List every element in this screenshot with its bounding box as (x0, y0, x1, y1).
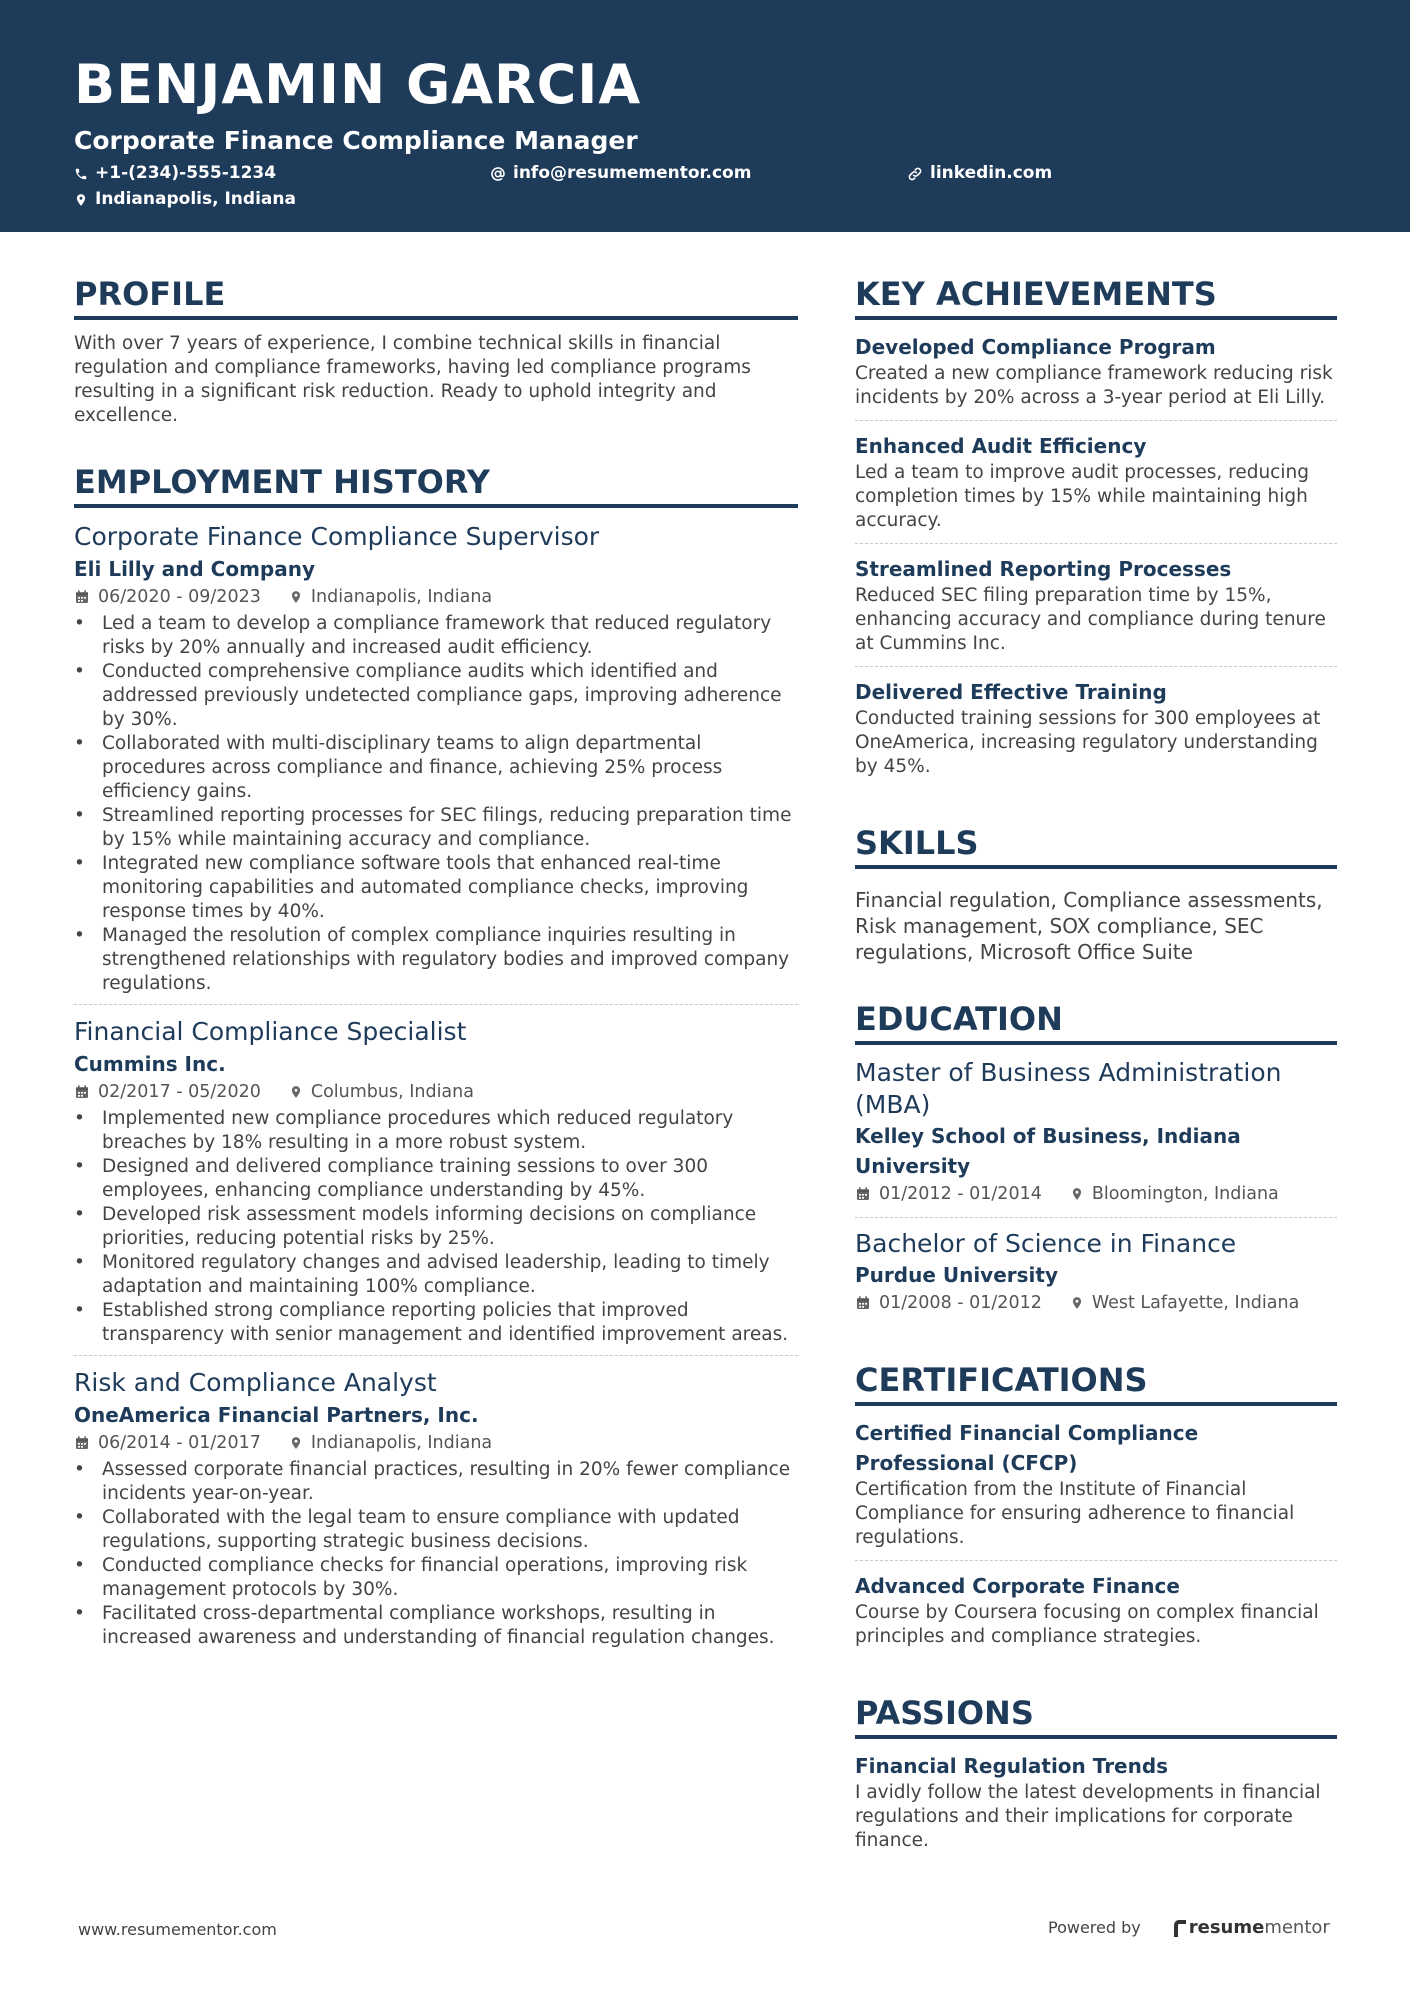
left-column (74, 275, 798, 1696)
job-dates: 06/2014 - 01/2017 (98, 1433, 261, 1453)
bullet-item: • Collaborated with the legal team to ensure compliance with updated regulations, supporting strategic business decisions. (74, 1506, 798, 1554)
certification-title: Advanced Corporate Finance (855, 1574, 1180, 1598)
footer-branding (1048, 1918, 1330, 1938)
brand-logo[interactable] (1171, 1918, 1330, 1938)
powered-by-label: Powered by (1048, 1918, 1141, 1937)
certification-item (855, 1571, 1337, 1659)
location-pin-icon (1070, 1186, 1084, 1202)
job-entry (74, 1015, 798, 1356)
skills-section (855, 824, 1337, 965)
company-name: Eli Lilly and Company (74, 557, 316, 581)
education-dates: 01/2008 - 01/2012 (879, 1293, 1042, 1313)
education-location: West Lafayette, Indiana (1091, 1293, 1300, 1313)
job-meta (74, 1079, 798, 1105)
bullet-item: • Implemented new compliance procedures which reduced regulatory breaches by 18% resulting in a more robust system. (74, 1107, 798, 1155)
section-title: KEY ACHIEVEMENTS (855, 278, 1337, 320)
bullet-item: • Established strong compliance reporting policies that improved transparency with senior management and identified improvement areas. (74, 1299, 798, 1347)
section-title: EDUCATION (855, 1003, 1337, 1045)
section-title: CERTIFICATIONS (855, 1364, 1337, 1406)
section-title: PROFILE (74, 278, 798, 320)
profile-text: With over 7 years of experience, I combine technical skills in financial regulation and compliance frameworks, having led compliance programs resulting in a significant risk reduction. Ready to uphold integrity and excellence. (74, 333, 751, 426)
job-location: Columbus, Indiana (310, 1082, 474, 1102)
bullet-item: • Collaborated with multi-disciplinary teams to align departmental procedures across compliance and finance, achieving 25% process efficiency gains. (74, 732, 798, 804)
school-name: Purdue University (855, 1263, 1058, 1287)
certification-text: Certification from the Institute of Financial Compliance for ensuring adherence to financial regulations. (855, 1479, 1295, 1548)
bullet-item: • Led a team to develop a compliance framework that reduced regulatory risks by 20% annually and increased audit efficiency. (74, 612, 798, 660)
job-meta (74, 1430, 798, 1456)
job-dates: 02/2017 - 05/2020 (98, 1082, 261, 1102)
bullet-item: • Monitored regulatory changes and advised leadership, leading to timely adaptation and maintaining 100% compliance. (74, 1251, 798, 1299)
certification-title: Certified Financial Compliance Professional (CFCP) (855, 1421, 1199, 1475)
degree-title: Master of Business Administration (MBA) (855, 1058, 1282, 1119)
calendar-icon (74, 589, 90, 605)
bullet-item: • Streamlined reporting processes for SEC filings, reducing preparation time by 15% while maintaining accuracy and compliance. (74, 804, 798, 852)
brand-logo-icon (1171, 1918, 1189, 1938)
phone-text: +1-(234)-555-1234 (95, 163, 277, 183)
contact-location (74, 191, 296, 208)
certification-text: Course by Coursera focusing on complex financial principles and compliance strategies. (855, 1602, 1319, 1647)
bullet-item: • Conducted compliance checks for financial operations, improving risk management protocols by 30%. (74, 1554, 798, 1602)
bullet-item: • Developed risk assessment models informing decisions on compliance priorities, reducing potential risks by 25%. (74, 1203, 798, 1251)
achievement-item (855, 431, 1337, 544)
bullet-item: • Assessed corporate financial practices, resulting in 20% fewer compliance incidents year-on-year. (74, 1458, 798, 1506)
link-icon (907, 166, 923, 182)
job-entry (74, 520, 798, 1005)
degree-title: Bachelor of Science in Finance (855, 1229, 1237, 1258)
calendar-icon (74, 1084, 90, 1100)
education-dates: 01/2012 - 01/2014 (879, 1184, 1042, 1204)
email-text: info@resumementor.com (513, 163, 752, 183)
candidate-title: Corporate Finance Compliance Manager (74, 126, 638, 155)
brand-name-bold: resume (1188, 1917, 1265, 1938)
job-title: Corporate Finance Compliance Supervisor (74, 522, 600, 551)
location-pin-icon (1070, 1295, 1084, 1311)
bullet-item: • Facilitated cross-departmental compliance workshops, resulting in increased awareness and understanding of financial regulation changes. (74, 1602, 798, 1650)
contact-phone[interactable] (74, 165, 276, 182)
location-pin-icon (289, 1435, 303, 1451)
job-entry (74, 1366, 798, 1658)
section-title: SKILLS (855, 827, 1337, 869)
job-title: Risk and Compliance Analyst (74, 1368, 437, 1397)
education-meta (855, 1290, 1337, 1316)
achievement-text: Reduced SEC filing preparation time by 15%, enhancing accuracy and compliance during tenure at Cummins Inc. (855, 585, 1326, 654)
bullet-item: • Managed the resolution of complex compliance inquiries resulting in strengthened relationships with regulatory bodies and improved company regulations. (74, 924, 798, 996)
education-entry (855, 1228, 1337, 1326)
bullet-item: • Designed and delivered compliance training sessions to over 300 employees, enhancing compliance understanding by 45%. (74, 1155, 798, 1203)
section-title: EMPLOYMENT HISTORY (74, 466, 798, 508)
resume-header (0, 0, 1410, 232)
calendar-icon (74, 1435, 90, 1451)
achievement-item (855, 554, 1337, 667)
education-section (855, 1000, 1337, 1326)
employment-section (74, 463, 798, 1658)
achievement-item (855, 332, 1337, 421)
passion-text: I avidly follow the latest developments in financial regulations and their implications for corporate finance. (855, 1782, 1321, 1851)
achievement-text: Conducted training sessions for 300 employees at OneAmerica, increasing regulatory understanding by 45%. (855, 708, 1321, 777)
achievement-text: Led a team to improve audit processes, reducing completion times by 15% while maintaining high accuracy. (855, 462, 1309, 531)
phone-icon (74, 167, 88, 181)
achievement-title: Delivered Effective Training (855, 680, 1167, 704)
job-dates: 06/2020 - 09/2023 (98, 587, 261, 607)
contact-linkedin[interactable] (907, 165, 1052, 182)
certifications-section (855, 1361, 1337, 1659)
linkedin-text: linkedin.com (930, 163, 1053, 183)
right-column (855, 275, 1337, 1901)
bullet-item: • Integrated new compliance software tools that enhanced real-time monitoring capabilities and automated compliance checks, improving response times by 40%. (74, 852, 798, 924)
calendar-icon (855, 1295, 871, 1311)
achievements-section (855, 275, 1337, 789)
achievement-title: Developed Compliance Program (855, 335, 1216, 359)
passions-section (855, 1694, 1337, 1863)
achievement-title: Enhanced Audit Efficiency (855, 434, 1147, 458)
school-name: Kelley School of Business, Indiana University (855, 1124, 1241, 1178)
job-meta (74, 584, 798, 610)
job-bullets (74, 612, 798, 996)
location-pin-icon (289, 589, 303, 605)
calendar-icon (855, 1186, 871, 1202)
job-location: Indianapolis, Indiana (310, 1433, 493, 1453)
education-location: Bloomington, Indiana (1091, 1184, 1279, 1204)
passion-item (855, 1751, 1337, 1863)
achievement-item (855, 677, 1337, 789)
bullet-item: • Conducted comprehensive compliance audits which identified and addressed previously undetected compliance gaps, improving adherence by 30%. (74, 660, 798, 732)
candidate-name: BENJAMIN GARCIA (74, 53, 642, 116)
achievement-title: Streamlined Reporting Processes (855, 557, 1232, 581)
at-icon (490, 166, 506, 182)
company-name: Cummins Inc. (74, 1052, 226, 1076)
job-bullets (74, 1107, 798, 1347)
company-name: OneAmerica Financial Partners, Inc. (74, 1403, 479, 1427)
job-title: Financial Compliance Specialist (74, 1017, 467, 1046)
certification-item (855, 1418, 1337, 1561)
job-bullets (74, 1458, 798, 1650)
job-location: Indianapolis, Indiana (310, 587, 493, 607)
footer-website[interactable]: www.resumementor.com (78, 1920, 277, 1939)
profile-section (74, 275, 798, 428)
education-meta (855, 1181, 1337, 1207)
location-pin-icon (74, 192, 88, 208)
contact-email[interactable] (490, 165, 751, 182)
brand-name-light: mentor (1264, 1917, 1330, 1938)
section-title: PASSIONS (855, 1697, 1337, 1739)
passion-title: Financial Regulation Trends (855, 1754, 1169, 1778)
location-pin-icon (289, 1084, 303, 1100)
education-entry (855, 1057, 1337, 1218)
achievement-text: Created a new compliance framework reducing risk incidents by 20% across a 3-year period at Eli Lilly. (855, 363, 1333, 408)
skills-text: Financial regulation, Compliance assessments, Risk management, SOX compliance, SEC regulations, Microsoft Office Suite (855, 888, 1323, 964)
location-text: Indianapolis, Indiana (95, 189, 296, 209)
